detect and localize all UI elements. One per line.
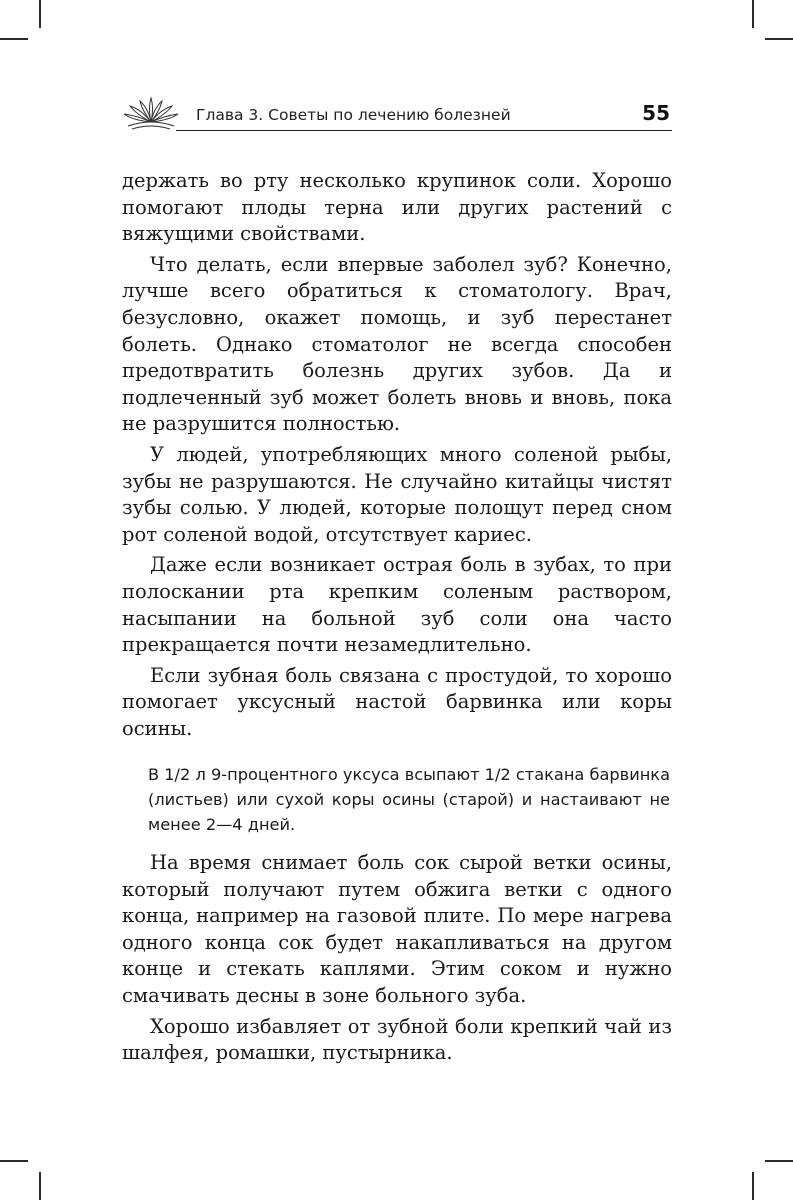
paragraph: Если зубная боль связана с простудой, то хорошо помогает уксусный настой барвинка или коры осины.	[122, 663, 672, 740]
crop-mark-bottom-right-v	[752, 1172, 754, 1200]
paragraph: На время снимает боль сок сырой ветки осины, который получают путем обжига ветки с одного конца, например на газовой плите. По мере нагрева одного конца сок будет накапливаться на другом конце и стекать каплями. Этим соком и нужно смачивать десны в зоне больного зуба.	[122, 851, 672, 1007]
paragraph: держать во рту несколько крупинок соли. Хорошо помогают плоды терна или других растений с вяжущими свойствами.	[122, 169, 672, 246]
paragraph: Хорошо избавляет от зубной боли крепкий чай из шалфея, ромашки, пустырника.	[122, 1014, 672, 1065]
crop-mark-bottom-left-v	[39, 1172, 41, 1200]
crop-mark-top-right-v	[752, 0, 754, 28]
crop-mark-top-left	[0, 38, 28, 40]
body-text-continued	[122, 850, 672, 1071]
crop-mark-bottom-right	[765, 1160, 793, 1162]
paragraph: У людей, употребляющих много соленой рыбы, зубы не разрушаются. Не случайно китайцы чистят зубы солью. У людей, которые полощут перед сном рот соленой водой, отсутствует кариес.	[122, 442, 672, 546]
crop-mark-bottom-left	[0, 1160, 28, 1162]
lotus-logo-icon	[122, 96, 180, 130]
crop-mark-top-left-v	[39, 0, 41, 28]
paragraph: Даже если возникает острая боль в зубах, то при полоскании рта крепким соленым раствором, насыпании на больной зуб соли она часто прекращается почти незамедлительно.	[122, 553, 672, 657]
crop-mark-top-right	[765, 38, 793, 40]
header-rule	[176, 130, 672, 131]
running-header	[122, 96, 672, 132]
chapter-title: Глава 3. Советы по лечению болезней	[196, 106, 511, 124]
body-text	[122, 168, 672, 746]
paragraph: Что делать, если впервые заболел зуб? Конечно, лучше всего обратиться к стоматологу. Врач, безусловно, окажет помощь, и зуб перестанет болеть. Однако стоматолог не всегда способен предотвратить болезнь других зубов. Да и подлеченный зуб может болеть вновь и вновь, пока не разрушится полностью.	[122, 252, 672, 436]
recipe-block: В 1/2 л 9-процентного уксуса всыпают 1/2 стакана барвинка (листьев) или сухой коры осины (старой) и настаивают не менее 2—4 дней.	[148, 765, 670, 834]
page-number: 55	[642, 101, 670, 125]
